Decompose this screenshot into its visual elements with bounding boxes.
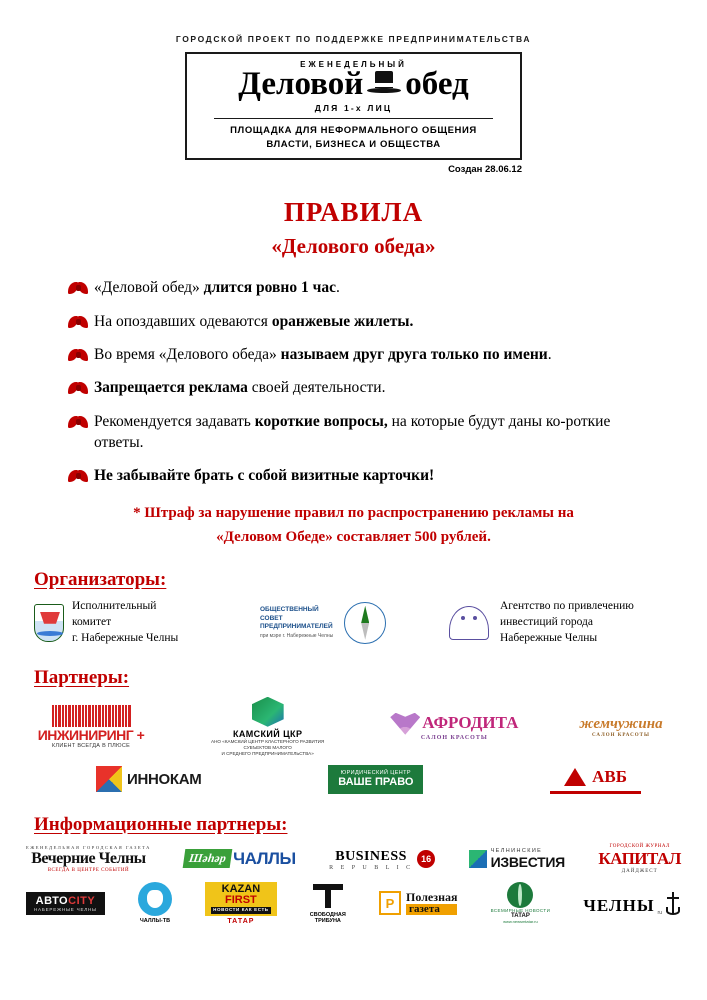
organizer-line4: при мэре г. Набережные Челны — [260, 632, 334, 639]
organizer-line1: Агентство по привлечению — [500, 600, 634, 613]
rule-pre: Рекомендуется задавать — [94, 412, 255, 430]
partner-logo-afrodita — [379, 713, 529, 741]
partner-tagline: НАБЕРЕЖНЫЕ ЧЕЛНЫ — [34, 906, 97, 912]
logo-word-obed: обед — [405, 66, 469, 102]
partner-name: Вечерние Челны — [31, 849, 146, 867]
partner-tagline: НОВОСТИ КАК ЕСТЬ — [213, 906, 269, 912]
rule-text — [94, 377, 645, 398]
fish-icon — [138, 882, 172, 916]
partner-logo-zhemchuzhina — [561, 716, 681, 738]
partner-tagline: ЧЕЛНИНСКИЕ — [490, 847, 543, 854]
info-partner-chally-tv — [138, 882, 172, 924]
info-partner-chelninskie-izvestiya — [469, 848, 565, 870]
rule-text — [94, 311, 645, 332]
partner-badge-inner — [550, 765, 641, 789]
square-mark-icon — [469, 850, 487, 868]
logo-audience-label: ДЛЯ 1-х ЛИЦ — [314, 102, 393, 113]
partner-name-part1: Шәһәр — [183, 849, 233, 868]
innokam-mark-icon — [96, 766, 122, 792]
partner-name: ЧАЛЛЫ-ТВ — [139, 918, 171, 925]
hexagon-icon — [252, 697, 284, 727]
info-partner-poleznaya-gazeta — [379, 891, 457, 915]
partner-name: КАМСКИЙ ЦКР — [232, 728, 303, 739]
partners-row-1 — [26, 697, 681, 757]
partner-logo-innokam — [96, 766, 202, 792]
triangle-icon — [564, 768, 586, 786]
info-partner-kapital — [598, 844, 681, 874]
project-tagline: ГОРОДСКОЙ ПРОЕКТ ПО ПОДДЕРЖКЕ ПРЕДПРИНИМАТЕЛЬСТВА — [175, 34, 532, 44]
partner-tagline: R E P U B L I C — [329, 864, 414, 871]
partner-name-part2: CITY — [68, 894, 96, 907]
logo-weekly-label: ЕЖЕНЕДЕЛЬНЫЙ — [300, 60, 407, 69]
partner-name-wrap — [310, 912, 346, 925]
city-crest-icon — [34, 604, 64, 642]
organizer-item — [446, 599, 673, 646]
rule-item — [68, 311, 645, 332]
agency-logo-icon — [446, 602, 492, 644]
partner-name: ЧЕЛНЫ — [583, 896, 655, 916]
partner-tagline-3: И СРЕДНЕГО ПРЕДПРИНИМАТЕЛЬСТВА» — [221, 750, 314, 756]
bowtie-bullet-icon — [68, 468, 94, 486]
partner-name-wrap — [329, 847, 413, 871]
partner-badge — [328, 765, 423, 794]
partners-block — [0, 697, 707, 794]
organizer-text — [72, 599, 178, 646]
partner-badge — [550, 765, 641, 794]
partner-logo-kamsky — [188, 697, 348, 757]
partner-tagline-2: СУБЪЕКТОВ МАЛОГО — [243, 744, 292, 750]
partner-name: жемчужина — [579, 715, 663, 732]
barcode-icon — [26, 705, 156, 727]
organizer-line2: комитет — [72, 616, 112, 628]
partner-tagline: ВСЕМИРНЫЕ НОВОСТИ — [490, 908, 551, 914]
info-partners-row-2 — [0, 882, 707, 925]
bowtie-bullet-icon — [68, 314, 94, 332]
partner-name-wrap — [491, 848, 565, 870]
info-partners-row-1 — [0, 844, 707, 874]
top-hat-icon — [367, 71, 401, 97]
logo-wordmark — [191, 67, 516, 102]
organizers-row — [0, 599, 707, 647]
logo-divider — [214, 118, 494, 119]
rule-bold: называем друг друга только по имени — [280, 345, 548, 363]
partner-name-part2: FIRST — [225, 894, 257, 907]
info-partner-kazan-first — [205, 882, 276, 925]
rule-bold: короткие вопросы, — [254, 412, 388, 430]
partner-name: АВБ — [592, 766, 627, 786]
partner-name: АФРОДИТА — [422, 712, 519, 732]
info-partner-vsemirnye-novosti-tatar — [491, 882, 551, 924]
rule-text — [94, 465, 645, 486]
rule-pre: «Деловой обед» — [94, 279, 204, 297]
partner-name-wrap — [406, 891, 457, 915]
partner-logo-vashe-pravo — [328, 765, 423, 794]
partner-domain: ru — [657, 910, 662, 917]
info-partner-chelny — [583, 890, 681, 916]
partner-name: ВАШЕ ПРАВО — [338, 776, 414, 788]
partner-name-part1: Полезная — [406, 890, 458, 905]
partner-tagline-bottom: ДАЙДЖЕСТ — [621, 868, 658, 874]
logo-subtitle-line2: ВЛАСТИ, БИЗНЕСА И ОБЩЕСТВА — [266, 138, 441, 150]
partner-badge — [205, 882, 276, 916]
organizer-text — [260, 606, 333, 639]
penalty-note-line1: * Штраф за нарушение правил по распространению рекламы на — [133, 504, 574, 521]
section-heading-info-partners: Информационные партнеры: — [34, 813, 288, 835]
partners-row-2 — [26, 765, 681, 794]
rule-post: своей деятельности. — [247, 379, 386, 397]
partner-logo-avb — [550, 765, 641, 794]
rule-item — [68, 344, 645, 365]
rule-item — [68, 411, 645, 454]
penalty-note — [0, 501, 707, 549]
partner-name: ТАТАР — [510, 913, 530, 920]
organizer-line3: ПРЕДПРИНИМАТЕЛЕЙ — [260, 622, 333, 630]
partner-name-part1: АВТО — [35, 894, 69, 907]
rules-list — [0, 277, 707, 487]
bowtie-bullet-icon — [68, 280, 94, 298]
partner-name: BUSINESS — [335, 848, 407, 864]
partner-tagline: ЮРИДИЧЕСКИЙ ЦЕНТР — [340, 769, 411, 776]
partner-tagline-1: АНО «КАМСКИЙ ЦЕНТР КЛАСТЕРНОГО РАЗВИТИЯ — [211, 738, 325, 744]
penalty-note-line2: «Деловом Обеде» составляет 500 рублей. — [216, 528, 491, 545]
bowtie-bullet-icon — [68, 347, 94, 365]
partner-name: ИННОКАМ — [127, 770, 202, 788]
rule-text — [94, 344, 645, 365]
region-badge: 16 — [417, 850, 435, 868]
created-date: Создан 28.06.12 — [448, 164, 522, 176]
organizer-item — [34, 599, 244, 646]
partner-name-part1: СВОБОДНАЯ — [309, 911, 346, 918]
info-partner-business-republic — [329, 847, 435, 871]
rule-item — [68, 277, 645, 298]
bowtie-bullet-icon — [68, 414, 94, 432]
partner-name: КАПИТАЛ — [598, 848, 681, 868]
info-partner-svobodnaya-tribuna — [310, 882, 346, 925]
rule-bold: Не забывайте брать с собой визитные карточки! — [94, 467, 435, 485]
rule-text — [94, 277, 645, 298]
page-title: ПРАВИЛА — [283, 197, 424, 228]
rule-item — [68, 377, 645, 398]
rule-pre: На опоздавших одеваются — [94, 312, 272, 330]
organizer-item — [260, 599, 430, 647]
rule-post: . — [547, 345, 552, 363]
partner-website: www.newsmtatar.ru — [503, 919, 538, 925]
partner-logo-engineering — [26, 705, 156, 749]
partner-tagline-top: ГОРОДСКОЙ ЖУРНАЛ — [609, 843, 670, 849]
partner-tagline: КЛИЕНТ ВСЕГДА В ПЛЮСЕ — [51, 742, 131, 749]
partner-tagline-top: ЕЖЕНЕДЕЛЬНАЯ ГОРОДСКАЯ ГАЗЕТА — [26, 844, 151, 850]
section-heading-partners: Партнеры: — [34, 666, 130, 688]
section-heading-organizers: Организаторы: — [34, 568, 167, 590]
partner-name-wrap — [561, 716, 681, 738]
partner-tagline: САЛОН КРАСОТЫ — [420, 734, 488, 741]
rule-pre: Во время «Делового обеда» — [94, 345, 281, 363]
letter-mark-icon: Р — [379, 891, 401, 915]
organizer-text — [500, 599, 634, 646]
partner-name-wrap — [379, 713, 529, 741]
partner-name: ИЗВЕСТИЯ — [490, 853, 565, 870]
logo-box — [185, 52, 522, 160]
shell-icon — [390, 713, 420, 735]
partner-tagline: САЛОН КРАСОТЫ — [592, 732, 650, 738]
rule-post: на которые будут даны ко-роткие ответы. — [94, 412, 611, 452]
info-partner-avto-city — [26, 892, 105, 915]
rule-bold: Запрещается реклама — [94, 379, 248, 397]
partner-name-wrap — [34, 895, 97, 907]
rule-bold: оранжевые жилеты. — [271, 312, 414, 330]
partner-name-part2: ЧАЛЛЫ — [233, 848, 296, 868]
logo-subtitle-line1: ПЛОЩАДКА ДЛЯ НЕФОРМАЛЬНОГО ОБЩЕНИЯ — [230, 124, 477, 136]
partner-name-part2: газета — [406, 904, 457, 916]
partner-name-part2: ТРИБУНА — [314, 918, 341, 925]
info-partner-vechernie-chelny — [26, 845, 151, 873]
partner-tagline-bottom: ВСЕГДА В ЦЕНТРЕ СОБЫТИЙ — [47, 867, 130, 873]
rule-post: . — [335, 279, 340, 297]
rule-text — [94, 411, 645, 454]
globe-icon — [507, 882, 533, 908]
partner-secondary-name: ТАТАР — [227, 917, 255, 925]
info-partner-shahar-chally — [184, 849, 295, 869]
organizer-line3: Набережные Челны — [500, 631, 598, 644]
organizer-line3: г. Набережные Челны — [72, 631, 179, 644]
partner-name-part1: KAZAN — [221, 882, 261, 895]
compass-icon — [341, 599, 397, 647]
page-subtitle: «Делового обеда» — [271, 234, 436, 259]
organizer-line1: ОБЩЕСТВЕННЫЙ — [260, 606, 319, 614]
rule-item — [68, 465, 645, 486]
organizer-line2: СОВЕТ — [260, 614, 283, 622]
anchor-icon — [665, 890, 681, 916]
organizer-line2: инвестиций города — [500, 616, 593, 628]
organizer-line1: Исполнительный — [72, 600, 157, 613]
rule-bold: длится ровно 1 час — [203, 279, 336, 297]
partner-name: ИНЖИНИРИНГ + — [37, 726, 145, 743]
logo-word-delovoy: Деловой — [238, 66, 364, 102]
tribune-icon — [313, 882, 343, 910]
bowtie-bullet-icon — [68, 380, 94, 398]
